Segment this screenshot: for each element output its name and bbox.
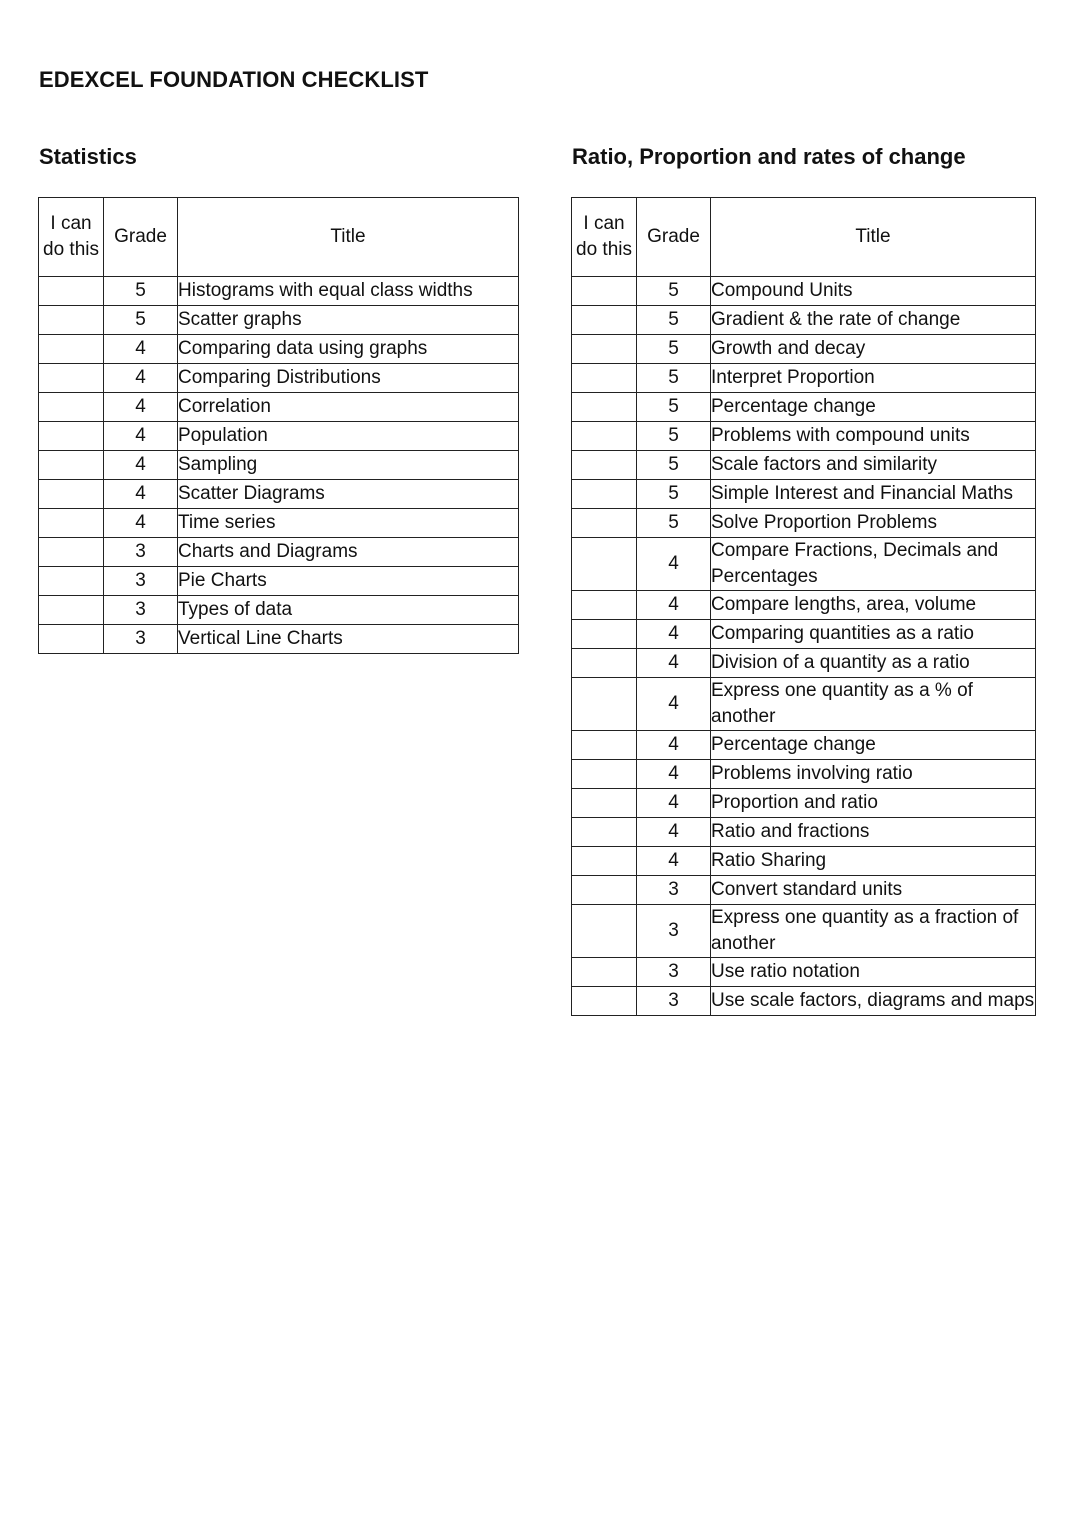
ratio-heading: Ratio, Proportion and rates of change: [572, 144, 966, 169]
table-row: [39, 335, 519, 364]
table-row: [572, 277, 1036, 306]
header-i-can-do-this: I can do this: [39, 198, 104, 277]
table-row: [39, 306, 519, 335]
table-row: [572, 538, 1036, 591]
table-row: [572, 760, 1036, 789]
grade-cell: 5: [637, 509, 711, 538]
topic-title-cell: Ratio Sharing: [711, 847, 1036, 876]
topic-title-cell: Problems with compound units: [711, 422, 1036, 451]
topic-title-cell: Time series: [178, 509, 519, 538]
i-can-do-this-checkbox-cell[interactable]: [39, 335, 104, 364]
table-row: [572, 987, 1036, 1016]
table-row: [39, 277, 519, 306]
table-row: [572, 335, 1036, 364]
i-can-do-this-checkbox-cell[interactable]: [39, 625, 104, 654]
i-can-do-this-checkbox-cell[interactable]: [572, 335, 637, 364]
grade-cell: 5: [637, 393, 711, 422]
topic-title-cell: Proportion and ratio: [711, 789, 1036, 818]
i-can-do-this-checkbox-cell[interactable]: [572, 678, 637, 731]
i-can-do-this-checkbox-cell[interactable]: [572, 905, 637, 958]
statistics-rows: [39, 277, 519, 654]
topic-title-cell: Histograms with equal class widths: [178, 277, 519, 306]
i-can-do-this-checkbox-cell[interactable]: [39, 422, 104, 451]
topic-title-cell: Compare Fractions, Decimals and Percentages: [711, 538, 1036, 591]
i-can-do-this-checkbox-cell[interactable]: [572, 591, 637, 620]
topic-title-cell: Solve Proportion Problems: [711, 509, 1036, 538]
grade-cell: 3: [637, 987, 711, 1016]
grade-cell: 4: [104, 451, 178, 480]
table-row: [572, 905, 1036, 958]
i-can-do-this-checkbox-cell[interactable]: [572, 789, 637, 818]
topic-title-cell: Percentage change: [711, 731, 1036, 760]
table-row: [39, 422, 519, 451]
i-can-do-this-checkbox-cell[interactable]: [572, 277, 637, 306]
table-row: [572, 620, 1036, 649]
grade-cell: 4: [637, 538, 711, 591]
table-row: [572, 958, 1036, 987]
i-can-do-this-checkbox-cell[interactable]: [39, 538, 104, 567]
topic-title-cell: Express one quantity as a fraction of another: [711, 905, 1036, 958]
topic-title-cell: Convert standard units: [711, 876, 1036, 905]
i-can-do-this-checkbox-cell[interactable]: [572, 306, 637, 335]
table-row: [39, 451, 519, 480]
topic-title-cell: Scatter Diagrams: [178, 480, 519, 509]
table-row: [572, 509, 1036, 538]
table-row: [39, 364, 519, 393]
grade-cell: 5: [104, 306, 178, 335]
grade-cell: 3: [637, 876, 711, 905]
ratio-rows: [572, 277, 1036, 1016]
grade-cell: 4: [637, 620, 711, 649]
i-can-do-this-checkbox-cell[interactable]: [39, 451, 104, 480]
i-can-do-this-checkbox-cell[interactable]: [572, 509, 637, 538]
table-row: [39, 393, 519, 422]
table-row: [39, 480, 519, 509]
topic-title-cell: Comparing quantities as a ratio: [711, 620, 1036, 649]
table-row: [572, 393, 1036, 422]
i-can-do-this-checkbox-cell[interactable]: [572, 620, 637, 649]
i-can-do-this-checkbox-cell[interactable]: [572, 364, 637, 393]
header-title: Title: [178, 198, 519, 277]
grade-cell: 5: [637, 451, 711, 480]
header-i-can-do-this: I can do this: [572, 198, 637, 277]
topic-title-cell: Express one quantity as a % of another: [711, 678, 1036, 731]
document-title: EDEXCEL FOUNDATION CHECKLIST: [39, 67, 429, 92]
topic-title-cell: Comparing Distributions: [178, 364, 519, 393]
i-can-do-this-checkbox-cell[interactable]: [572, 538, 637, 591]
topic-title-cell: Scatter graphs: [178, 306, 519, 335]
table-row: [572, 306, 1036, 335]
table-row: [39, 596, 519, 625]
header-grade: Grade: [104, 198, 178, 277]
grade-cell: 3: [104, 625, 178, 654]
i-can-do-this-checkbox-cell[interactable]: [39, 306, 104, 335]
statistics-table: [38, 197, 519, 654]
i-can-do-this-checkbox-cell[interactable]: [39, 509, 104, 538]
grade-cell: 4: [637, 678, 711, 731]
grade-cell: 4: [104, 422, 178, 451]
i-can-do-this-checkbox-cell[interactable]: [572, 393, 637, 422]
table-header-row: [572, 198, 1036, 277]
grade-cell: 4: [637, 731, 711, 760]
i-can-do-this-checkbox-cell[interactable]: [39, 596, 104, 625]
statistics-heading: Statistics: [39, 144, 137, 169]
table-row: [572, 876, 1036, 905]
table-row: [39, 625, 519, 654]
topic-title-cell: Vertical Line Charts: [178, 625, 519, 654]
grade-cell: 4: [104, 335, 178, 364]
table-row: [39, 567, 519, 596]
topic-title-cell: Problems involving ratio: [711, 760, 1036, 789]
table-row: [39, 509, 519, 538]
topic-title-cell: Growth and decay: [711, 335, 1036, 364]
grade-cell: 5: [104, 277, 178, 306]
topic-title-cell: Comparing data using graphs: [178, 335, 519, 364]
grade-cell: 4: [637, 591, 711, 620]
table-row: [572, 364, 1036, 393]
i-can-do-this-checkbox-cell[interactable]: [572, 818, 637, 847]
grade-cell: 4: [104, 509, 178, 538]
table-row: [572, 789, 1036, 818]
grade-cell: 3: [637, 958, 711, 987]
grade-cell: 3: [104, 538, 178, 567]
topic-title-cell: Ratio and fractions: [711, 818, 1036, 847]
grade-cell: 5: [637, 364, 711, 393]
table-row: [572, 818, 1036, 847]
i-can-do-this-checkbox-cell[interactable]: [39, 364, 104, 393]
topic-title-cell: Types of data: [178, 596, 519, 625]
grade-cell: 3: [104, 596, 178, 625]
i-can-do-this-checkbox-cell[interactable]: [39, 393, 104, 422]
ratio-table: [571, 197, 1036, 1016]
topic-title-cell: Gradient & the rate of change: [711, 306, 1036, 335]
topic-title-cell: Compound Units: [711, 277, 1036, 306]
grade-cell: 4: [637, 760, 711, 789]
topic-title-cell: Correlation: [178, 393, 519, 422]
i-can-do-this-checkbox-cell[interactable]: [572, 451, 637, 480]
topic-title-cell: Compare lengths, area, volume: [711, 591, 1036, 620]
i-can-do-this-checkbox-cell[interactable]: [39, 480, 104, 509]
grade-cell: 5: [637, 480, 711, 509]
table-row: [572, 731, 1036, 760]
grade-cell: 3: [104, 567, 178, 596]
i-can-do-this-checkbox-cell[interactable]: [572, 649, 637, 678]
table-header-row: [39, 198, 519, 277]
i-can-do-this-checkbox-cell[interactable]: [39, 277, 104, 306]
topic-title-cell: Use scale factors, diagrams and maps: [711, 987, 1036, 1016]
table-row: [572, 847, 1036, 876]
grade-cell: 4: [637, 847, 711, 876]
i-can-do-this-checkbox-cell[interactable]: [572, 847, 637, 876]
i-can-do-this-checkbox-cell[interactable]: [572, 422, 637, 451]
statistics-section: [38, 144, 519, 654]
grade-cell: 5: [637, 277, 711, 306]
table-row: [572, 422, 1036, 451]
topic-title-cell: Division of a quantity as a ratio: [711, 649, 1036, 678]
i-can-do-this-checkbox-cell[interactable]: [572, 760, 637, 789]
topic-title-cell: Interpret Proportion: [711, 364, 1036, 393]
ratio-section: [571, 144, 1036, 1016]
grade-cell: 5: [637, 335, 711, 364]
grade-cell: 5: [637, 306, 711, 335]
topic-title-cell: Scale factors and similarity: [711, 451, 1036, 480]
topic-title-cell: Charts and Diagrams: [178, 538, 519, 567]
topic-title-cell: Pie Charts: [178, 567, 519, 596]
topic-title-cell: Population: [178, 422, 519, 451]
i-can-do-this-checkbox-cell[interactable]: [572, 958, 637, 987]
table-row: [572, 451, 1036, 480]
topic-title-cell: Use ratio notation: [711, 958, 1036, 987]
grade-cell: 4: [637, 818, 711, 847]
topic-title-cell: Sampling: [178, 451, 519, 480]
topic-title-cell: Simple Interest and Financial Maths: [711, 480, 1036, 509]
grade-cell: 4: [104, 393, 178, 422]
topic-title-cell: Percentage change: [711, 393, 1036, 422]
header-grade: Grade: [637, 198, 711, 277]
grade-cell: 4: [637, 789, 711, 818]
table-row: [572, 480, 1036, 509]
table-row: [572, 591, 1036, 620]
grade-cell: 5: [637, 422, 711, 451]
grade-cell: 4: [104, 480, 178, 509]
table-row: [572, 678, 1036, 731]
grade-cell: 4: [104, 364, 178, 393]
i-can-do-this-checkbox-cell[interactable]: [572, 987, 637, 1016]
i-can-do-this-checkbox-cell[interactable]: [572, 876, 637, 905]
grade-cell: 4: [637, 649, 711, 678]
header-title: Title: [711, 198, 1036, 277]
i-can-do-this-checkbox-cell[interactable]: [572, 480, 637, 509]
grade-cell: 3: [637, 905, 711, 958]
i-can-do-this-checkbox-cell[interactable]: [572, 731, 637, 760]
i-can-do-this-checkbox-cell[interactable]: [39, 567, 104, 596]
table-row: [39, 538, 519, 567]
table-row: [572, 649, 1036, 678]
